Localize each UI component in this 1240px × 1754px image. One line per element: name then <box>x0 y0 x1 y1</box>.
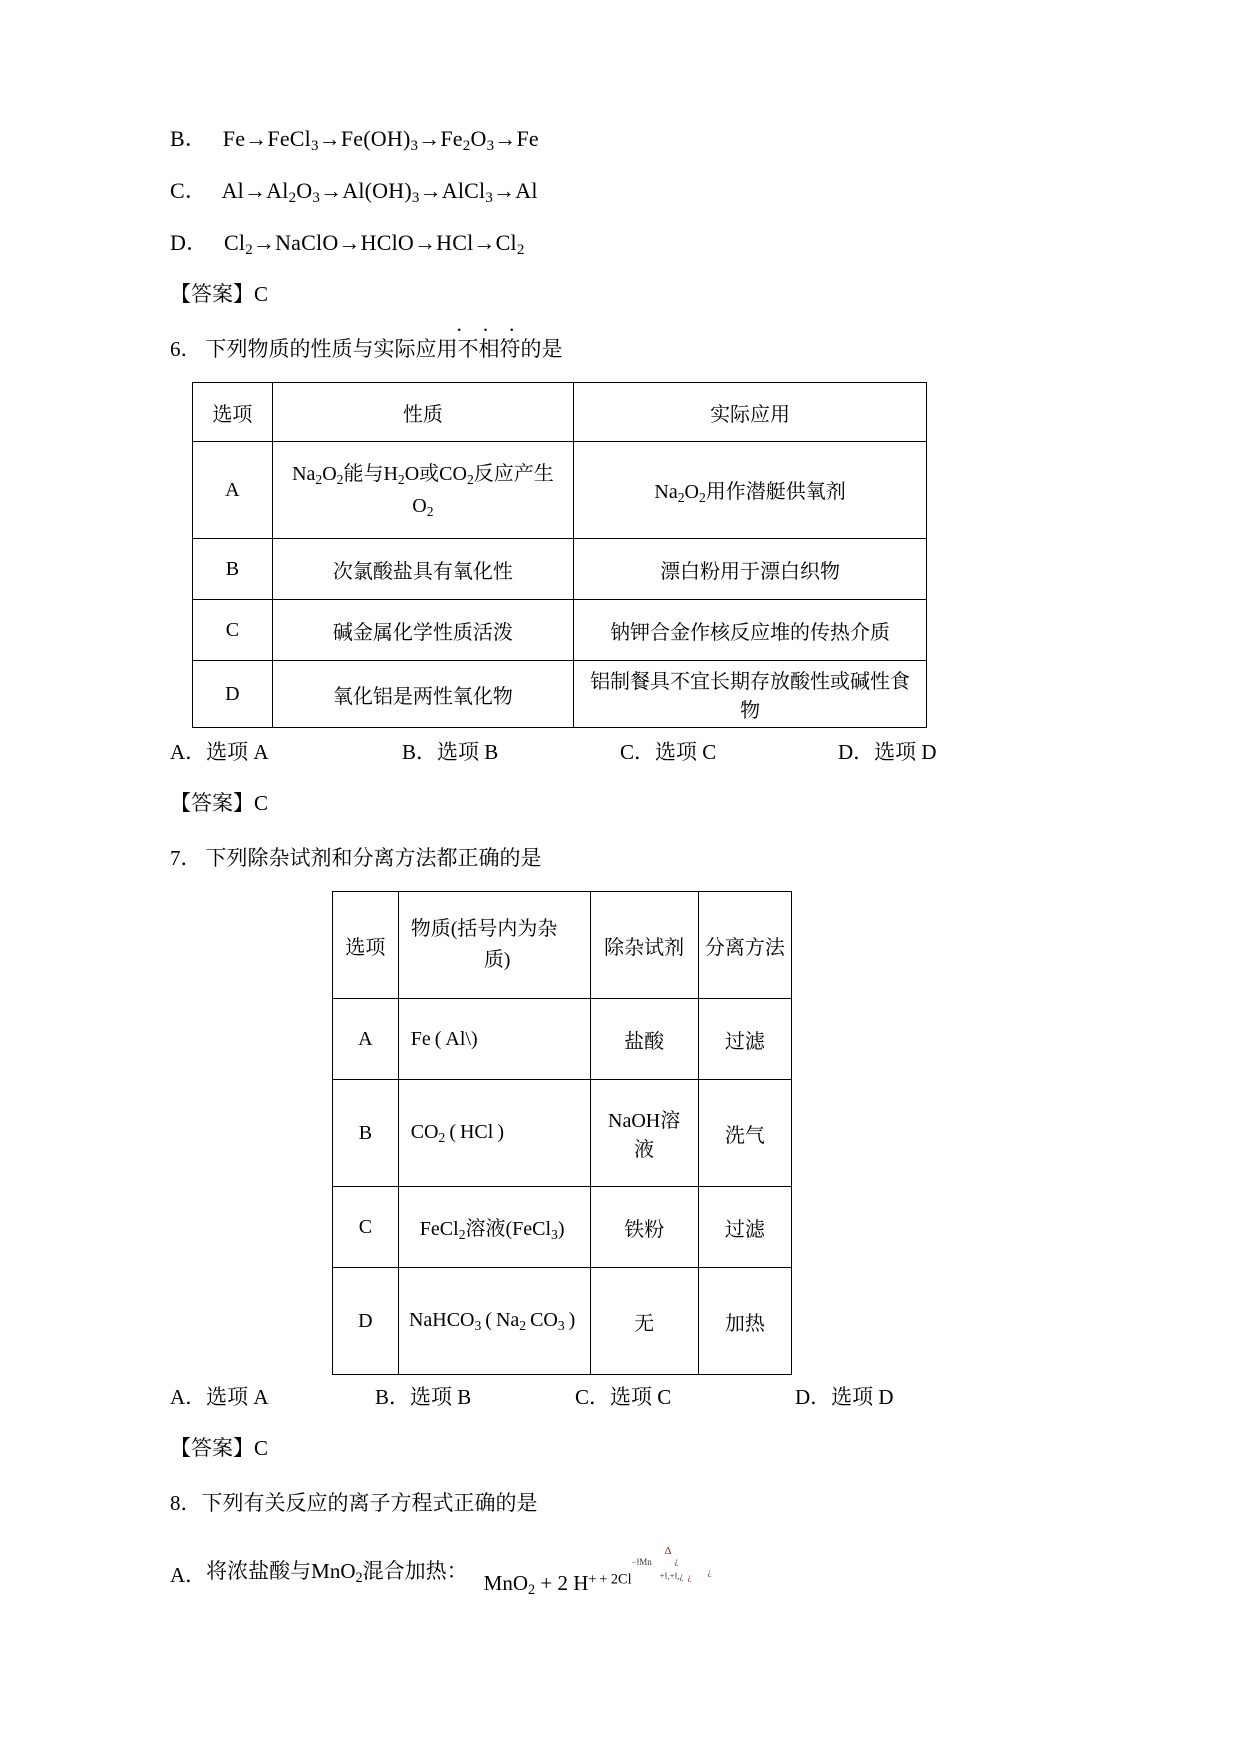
option-c-label: C． <box>170 178 208 204</box>
choice-a[interactable]: A．选项 A <box>170 740 269 765</box>
table-row <box>193 600 927 661</box>
cell-option: D <box>193 661 273 728</box>
question-7-choices <box>170 1387 1070 1408</box>
cell-substance: Fe ( Al\) <box>398 999 590 1080</box>
choice-d[interactable]: D．选项 D <box>838 740 937 765</box>
table-row <box>333 1268 792 1375</box>
cell-application: 铝制餐具不宜长期存放酸性或碱性食物 <box>574 661 927 728</box>
question-8-number: 8． <box>170 1491 202 1516</box>
choice-c[interactable]: C．选项 C <box>575 1385 672 1410</box>
question-7-table <box>332 891 792 1375</box>
question-7-number: 7． <box>170 846 202 871</box>
question-6-stem-after: 的是 <box>520 337 563 362</box>
eq-frag-2: Δ <box>664 1545 672 1558</box>
th-option: 选项 <box>333 892 399 999</box>
question-8-option-a-label: A． <box>170 1562 207 1587</box>
cell-substance: NaHCO$_3$ ( $Na_2$ $CO_3$ ) <box>398 1268 590 1375</box>
eq-frag-3: ¿ <box>674 1556 679 1567</box>
eq-frag-5: ¿ <box>687 1572 692 1583</box>
question-6-choices <box>170 742 1070 763</box>
cell-application: 钠钾合金作核反应堆的传热介质 <box>574 600 927 661</box>
choice-b[interactable]: B．选项 B <box>402 740 499 765</box>
eq-frag-4: +ⵑ,+ⵑ,¿ <box>659 1571 684 1582</box>
cell-property-line1: $Na_2O_2$能与$H_2O$或$CO_2$反应产生 <box>292 462 554 487</box>
cell-property-line2: $O_2$ <box>412 495 434 520</box>
cell-option: C <box>193 600 273 661</box>
table-row <box>193 661 927 728</box>
table-header-row <box>333 892 792 999</box>
table-row <box>333 1187 792 1268</box>
cell-property <box>272 442 573 539</box>
cell-reagent-line2: 液 <box>634 1139 655 1162</box>
cell-option: A <box>193 442 273 539</box>
equation-broken-glyphs <box>631 1545 728 1590</box>
question-7-stem <box>170 848 1070 869</box>
option-line-b <box>170 128 1070 154</box>
question-7-stem-text: 下列除杂试剂和分离方法都正确的是 <box>205 846 542 871</box>
option-d-formula: $Cl_2\to NaClO\to HClO\to HCl\to Cl_2$ <box>224 230 525 259</box>
answer-q7: 【答案】C <box>170 1436 269 1461</box>
cell-method: 加热 <box>698 1268 791 1375</box>
cell-method: 洗气 <box>698 1080 791 1187</box>
cell-option: B <box>333 1080 399 1187</box>
th-substance-line1: 物质(括号内为杂 <box>410 918 558 941</box>
question-6-table <box>192 382 927 728</box>
th-substance <box>398 892 590 999</box>
th-option: 选项 <box>193 383 273 442</box>
th-method: 分离方法 <box>698 892 791 999</box>
choice-a[interactable]: A．选项 A <box>170 1385 269 1410</box>
option-line-d <box>170 232 1070 258</box>
choice-b[interactable]: B．选项 B <box>375 1385 472 1410</box>
question-8-equation: MnO$_2$ + 2 H+ $^{+ 2Cl}$ −ⵑMn Δ ¿ +ⵑ,+ⵑ,¿ ¿ ¿ <box>484 1556 728 1597</box>
question-8-option-a-text: 将浓盐酸与MnO$_2$混合加热： <box>206 1559 468 1587</box>
cell-property: 次氯酸盐具有氧化性 <box>272 539 573 600</box>
cell-application: $Na_2O_2$用作潜艇供氧剂 <box>574 442 927 539</box>
choice-d[interactable]: D．选项 D <box>795 1385 894 1410</box>
cell-property: 碱金属化学性质活泼 <box>272 600 573 661</box>
eq-frag-1: −ⵑMn <box>631 1557 652 1568</box>
th-substance-line2: 质) <box>483 949 511 972</box>
table-header-row <box>193 383 927 442</box>
answer-q6: 【答案】C <box>170 791 269 816</box>
cell-method: 过滤 <box>698 999 791 1080</box>
question-6-stem <box>170 339 1070 360</box>
question-6-emphasis: 不相符 · · · <box>458 337 521 361</box>
cell-option: D <box>333 1268 399 1375</box>
cell-substance: FeCl$_2$溶液(FeCl$_3$) <box>398 1187 590 1268</box>
option-c-formula: $Al\to Al_2O_3\to Al(OH)_3\to AlCl_3\to Al$ <box>221 178 538 207</box>
cell-option: A <box>333 999 399 1080</box>
cell-substance: $CO_2$ ( HCl ) <box>398 1080 590 1187</box>
table-row <box>333 1080 792 1187</box>
cell-option: C <box>333 1187 399 1268</box>
choice-c[interactable]: C．选项 C <box>620 740 717 765</box>
question-6-number: 6． <box>170 337 202 362</box>
question-8-stem-text: 下列有关反应的离子方程式正确的是 <box>201 1491 538 1516</box>
option-line-c <box>170 180 1070 206</box>
cell-reagent-line1: NaOH溶 <box>608 1110 681 1133</box>
eq-frag-6: ¿ <box>707 1567 712 1578</box>
option-b-formula: $Fe\to FeCl_3\to Fe(OH)_3\to Fe_2O_3\to Fe$ <box>222 126 539 155</box>
cell-reagent: 无 <box>590 1268 698 1375</box>
table-row <box>193 442 927 539</box>
cell-method: 过滤 <box>698 1187 791 1268</box>
cell-reagent <box>590 1080 698 1187</box>
cell-application: 漂白粉用于漂白织物 <box>574 539 927 600</box>
option-d-label: D． <box>170 230 209 256</box>
th-application: 实际应用 <box>574 383 927 442</box>
answer-q5: 【答案】C <box>170 282 269 307</box>
cell-reagent: 铁粉 <box>590 1187 698 1268</box>
question-7-table-wrap <box>170 891 1070 1375</box>
table-row <box>193 539 927 600</box>
question-6-stem-before: 下列物质的性质与实际应用 <box>205 337 458 362</box>
th-property: 性质 <box>272 383 573 442</box>
cell-property: 氧化铝是两性氧化物 <box>272 661 573 728</box>
cell-reagent: 盐酸 <box>590 999 698 1080</box>
question-8-option-a <box>170 1544 1070 1599</box>
cell-option: B <box>193 539 273 600</box>
th-reagent: 除杂试剂 <box>590 892 698 999</box>
table-row <box>333 999 792 1080</box>
option-b-label: B． <box>170 126 208 151</box>
question-8-stem <box>170 1493 1070 1514</box>
